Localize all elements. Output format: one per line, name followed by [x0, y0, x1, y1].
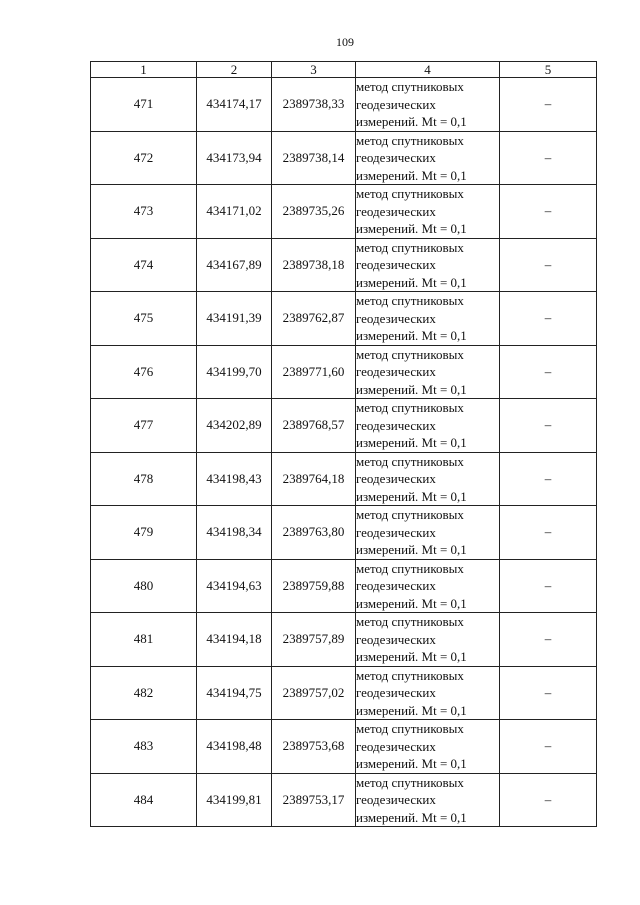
method-line: метод спутниковых — [356, 560, 464, 576]
column-header-3: 3 — [272, 62, 356, 78]
x-coordinate-cell: 434174,17 — [197, 78, 272, 132]
y-coordinate-cell: 2389759,88 — [272, 559, 356, 613]
point-number-cell: 472 — [91, 131, 197, 185]
method-line: измерений. Mt = 0,1 — [356, 381, 467, 397]
note-cell: – — [500, 345, 597, 399]
method-line: измерений. Mt = 0,1 — [356, 114, 467, 129]
point-number-cell: 476 — [91, 345, 197, 399]
method-line: геодезических — [356, 738, 436, 754]
method-line: метод спутниковых — [356, 186, 464, 201]
method-cell — [356, 666, 500, 720]
table-header-row — [91, 62, 597, 78]
note-cell: – — [500, 506, 597, 560]
table-row — [91, 559, 597, 613]
method-line: измерений. Mt = 0,1 — [356, 274, 467, 290]
note-cell: – — [500, 78, 597, 132]
x-coordinate-cell: 434171,02 — [197, 185, 272, 239]
method-cell — [356, 238, 500, 292]
x-coordinate-cell: 434191,39 — [197, 292, 272, 346]
table-row — [91, 506, 597, 560]
point-number-cell: 473 — [91, 185, 197, 239]
point-number-cell: 477 — [91, 399, 197, 453]
point-number-cell: 474 — [91, 238, 197, 292]
column-header-5: 5 — [500, 62, 597, 78]
y-coordinate-cell: 2389763,80 — [272, 506, 356, 560]
point-number-cell: 479 — [91, 506, 197, 560]
note-cell: – — [500, 185, 597, 239]
note-cell: – — [500, 666, 597, 720]
method-cell — [356, 773, 500, 827]
table-row — [91, 399, 597, 453]
method-line: измерений. Mt = 0,1 — [356, 221, 467, 236]
point-number-cell: 471 — [91, 78, 197, 132]
method-line: метод спутниковых — [356, 293, 464, 308]
note-cell: – — [500, 720, 597, 774]
note-cell: – — [500, 399, 597, 453]
note-cell: – — [500, 131, 597, 185]
y-coordinate-cell: 2389753,17 — [272, 773, 356, 827]
method-line: измерений. Mt = 0,1 — [356, 167, 467, 183]
method-line: метод спутниковых — [356, 79, 464, 94]
x-coordinate-cell: 434199,70 — [197, 345, 272, 399]
y-coordinate-cell: 2389738,14 — [272, 131, 356, 185]
method-cell — [356, 292, 500, 346]
method-cell — [356, 185, 500, 239]
method-line: геодезических — [356, 96, 436, 112]
method-line: измерений. Mt = 0,1 — [356, 756, 467, 771]
x-coordinate-cell: 434167,89 — [197, 238, 272, 292]
method-line: измерений. Mt = 0,1 — [356, 435, 467, 450]
table-row — [91, 345, 597, 399]
y-coordinate-cell: 2389757,89 — [272, 613, 356, 667]
method-line: измерений. Mt = 0,1 — [356, 809, 467, 825]
note-cell: – — [500, 292, 597, 346]
method-line: геодезических — [356, 631, 436, 647]
table-row — [91, 238, 597, 292]
method-cell — [356, 131, 500, 185]
method-line: геодезических — [356, 524, 436, 540]
method-line: геодезических — [356, 364, 436, 379]
method-line: геодезических — [356, 150, 436, 165]
x-coordinate-cell: 434194,75 — [197, 666, 272, 720]
y-coordinate-cell: 2389768,57 — [272, 399, 356, 453]
table-row — [91, 292, 597, 346]
method-line: геодезических — [356, 257, 436, 272]
method-line: измерений. Mt = 0,1 — [356, 542, 467, 557]
method-cell — [356, 613, 500, 667]
x-coordinate-cell: 434198,48 — [197, 720, 272, 774]
y-coordinate-cell: 2389738,33 — [272, 78, 356, 132]
method-line: измерений. Mt = 0,1 — [356, 649, 467, 664]
table-row — [91, 613, 597, 667]
column-header-2: 2 — [197, 62, 272, 78]
method-line: геодезических — [356, 578, 436, 593]
method-line: метод спутниковых — [356, 132, 464, 148]
method-line: геодезических — [356, 685, 436, 700]
point-number-cell: 482 — [91, 666, 197, 720]
y-coordinate-cell: 2389738,18 — [272, 238, 356, 292]
table-body — [91, 78, 597, 827]
method-line: метод спутниковых — [356, 400, 464, 415]
y-coordinate-cell: 2389764,18 — [272, 452, 356, 506]
x-coordinate-cell: 434194,63 — [197, 559, 272, 613]
point-number-cell: 484 — [91, 773, 197, 827]
column-header-1: 1 — [91, 62, 197, 78]
method-cell — [356, 78, 500, 132]
method-cell — [356, 399, 500, 453]
page-number: 109 — [336, 35, 354, 49]
method-line: геодезических — [356, 310, 436, 326]
method-line: метод спутниковых — [356, 507, 464, 522]
note-cell: – — [500, 613, 597, 667]
method-line: геодезических — [356, 471, 436, 486]
method-line: измерений. Mt = 0,1 — [356, 595, 467, 611]
table-row — [91, 78, 597, 132]
table-row — [91, 185, 597, 239]
point-number-cell: 475 — [91, 292, 197, 346]
note-cell: – — [500, 773, 597, 827]
point-number-cell: 481 — [91, 613, 197, 667]
point-number-cell: 478 — [91, 452, 197, 506]
method-cell — [356, 452, 500, 506]
method-line: метод спутниковых — [356, 453, 464, 469]
x-coordinate-cell: 434199,81 — [197, 773, 272, 827]
x-coordinate-cell: 434198,43 — [197, 452, 272, 506]
note-cell: – — [500, 559, 597, 613]
point-number-cell: 480 — [91, 559, 197, 613]
coordinates-table — [90, 61, 597, 827]
table-row — [91, 452, 597, 506]
table-row — [91, 773, 597, 827]
x-coordinate-cell: 434173,94 — [197, 131, 272, 185]
method-line: измерений. Mt = 0,1 — [356, 702, 467, 718]
method-line: метод спутниковых — [356, 614, 464, 629]
method-cell — [356, 720, 500, 774]
x-coordinate-cell: 434198,34 — [197, 506, 272, 560]
y-coordinate-cell: 2389753,68 — [272, 720, 356, 774]
method-line: метод спутниковых — [356, 239, 464, 255]
y-coordinate-cell: 2389762,87 — [272, 292, 356, 346]
method-line: геодезических — [356, 792, 436, 807]
column-header-4: 4 — [356, 62, 500, 78]
method-line: геодезических — [356, 417, 436, 433]
table-row — [91, 666, 597, 720]
y-coordinate-cell: 2389735,26 — [272, 185, 356, 239]
method-line: метод спутниковых — [356, 667, 464, 683]
method-cell — [356, 345, 500, 399]
table-row — [91, 131, 597, 185]
method-line: метод спутниковых — [356, 774, 464, 790]
y-coordinate-cell: 2389757,02 — [272, 666, 356, 720]
method-line: измерений. Mt = 0,1 — [356, 328, 467, 343]
y-coordinate-cell: 2389771,60 — [272, 345, 356, 399]
point-number-cell: 483 — [91, 720, 197, 774]
method-cell — [356, 559, 500, 613]
method-line: измерений. Mt = 0,1 — [356, 488, 467, 504]
x-coordinate-cell: 434202,89 — [197, 399, 272, 453]
method-line: метод спутниковых — [356, 721, 464, 736]
x-coordinate-cell: 434194,18 — [197, 613, 272, 667]
method-line: метод спутниковых — [356, 346, 464, 362]
table-row — [91, 720, 597, 774]
note-cell: – — [500, 452, 597, 506]
method-cell — [356, 506, 500, 560]
method-line: геодезических — [356, 203, 436, 219]
note-cell: – — [500, 238, 597, 292]
